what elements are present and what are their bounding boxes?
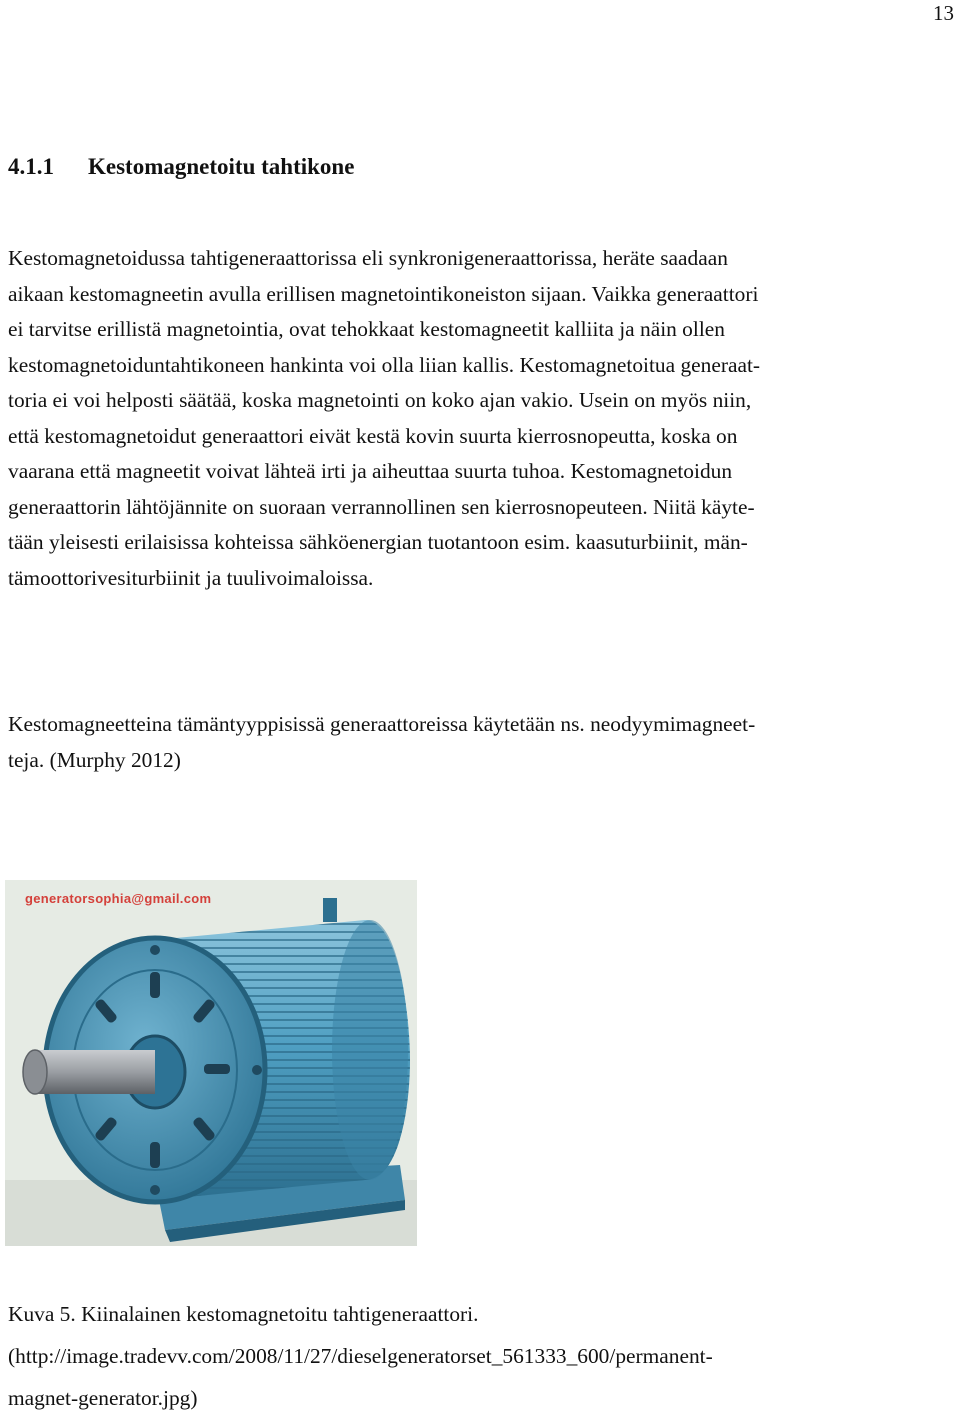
paragraph-1-line: vaarana että magneetit voivat lähteä irti ja aiheuttaa suurta tuhoa. Kestomagnetoidun [8,459,733,483]
section-number: 4.1.1 [8,154,54,179]
caption-line: magnet-generator.jpg) [8,1386,198,1410]
generator-illustration [5,880,417,1246]
paragraph-1-line: tään yleisesti erilaisissa kohteissa sähköenergian tuotantoon esim. kaasuturbiinit, män- [8,530,748,554]
paragraph-1-line: ei tarvitse erillistä magnetointia, ovat tehokkaat kestomagneetit kalliita ja näin ollen [8,317,725,341]
paragraph-1 [8,241,956,596]
paragraph-1-line: toria ei voi helposti säätää, koska magnetointi on koko ajan vakio. Usein on myös niin, [8,388,752,412]
section-heading [8,152,354,182]
generator-photo [5,880,417,1246]
paragraph-2-line: Kestomagneetteina tämäntyyppisissä generaattoreissa käytetään ns. neodyymimagneet- [8,712,756,736]
paragraph-1-line: aikaan kestomagneetin avulla erillisen magnetointikoneiston sijaan. Vaikka generaattori [8,281,759,306]
caption-line: Kuva 5. Kiinalainen kestomagnetoitu tahtigeneraattori. [8,1302,479,1326]
paragraph-1-line: tämoottorivesiturbiinit ja tuulivoimaloissa. [8,565,374,590]
section-title: Kestomagnetoitu tahtikone [88,154,355,179]
paragraph-1-line: että kestomagnetoidut generaattori eivät kestä kovin suurta kierrosnopeutta, koska on [8,423,738,448]
page-number: 13 [933,1,954,25]
paragraph-2 [8,707,956,778]
paragraph-1-line: Kestomagnetoidussa tahtigeneraattorissa eli synkronigeneraattorissa, heräte saadaan [8,246,728,270]
paragraph-1-line: generaattorin lähtöjännite on suoraan verrannollinen sen kierrosnopeuteen. Niitä käyte- [8,494,755,519]
image-watermark: generatorsophia@gmail.com [25,891,212,906]
caption-line: (http://image.tradevv.com/2008/11/27/dieselgeneratorset_561333_600/permanent- [8,1344,713,1368]
paragraph-2-line: teja. (Murphy 2012) [8,747,181,772]
paragraph-1-line: kestomagnetoiduntahtikoneen hankinta voi olla liian kallis. Kestomagnetoitua generaat- [8,352,761,377]
figure-caption [8,1293,956,1419]
